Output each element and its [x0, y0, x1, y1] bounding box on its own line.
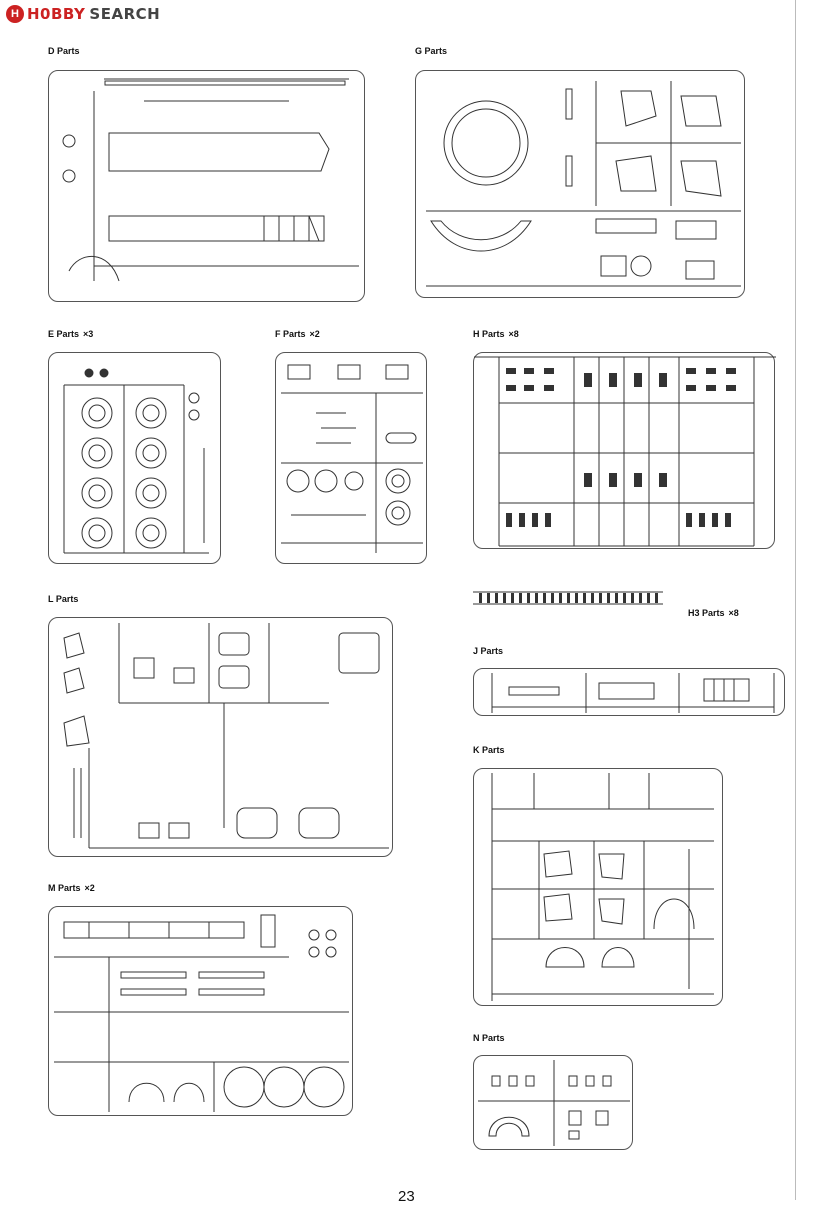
site-logo	[6, 4, 160, 24]
sprue-h3	[473, 588, 663, 608]
section-title-g: G Parts	[415, 46, 448, 56]
logo-word: SEARCH	[89, 5, 161, 23]
logo-mark: H	[6, 5, 24, 23]
page-edge	[795, 0, 796, 1200]
sprue-m	[48, 906, 353, 1116]
sprue-n-drawing	[474, 1056, 634, 1151]
section-title-h: H Parts ×8	[473, 329, 519, 339]
sprue-f	[275, 352, 427, 564]
sprue-h-drawing	[474, 353, 776, 550]
sprue-g-drawing	[416, 71, 746, 299]
sprue-f-drawing	[276, 353, 428, 565]
section-title-j: J Parts	[473, 646, 504, 656]
section-title-k: K Parts	[473, 745, 505, 755]
sprue-k-drawing	[474, 769, 724, 1007]
sprue-g	[415, 70, 745, 298]
sprue-e	[48, 352, 221, 564]
sprue-j-drawing	[474, 669, 786, 717]
sprue-d	[48, 70, 365, 302]
sprue-n	[473, 1055, 633, 1150]
section-title-e: E Parts ×3	[48, 329, 94, 339]
sprue-d-drawing	[49, 71, 366, 303]
sprue-l	[48, 617, 393, 857]
page-number: 23	[398, 1188, 415, 1205]
section-title-h3: H3 Parts ×8	[688, 608, 739, 618]
sprue-j	[473, 668, 785, 716]
logo-brand: H0BBY	[27, 5, 86, 23]
sprue-l-drawing	[49, 618, 394, 858]
sprue-k	[473, 768, 723, 1006]
section-title-d: D Parts	[48, 46, 80, 56]
sprue-m-drawing	[49, 907, 354, 1117]
sprue-h3-drawing	[473, 588, 663, 608]
section-title-f: F Parts ×2	[275, 329, 320, 339]
section-title-l: L Parts	[48, 594, 79, 604]
section-title-n: N Parts	[473, 1033, 505, 1043]
sprue-e-drawing	[49, 353, 222, 565]
sprue-h	[473, 352, 775, 549]
section-title-m: M Parts ×2	[48, 883, 95, 893]
